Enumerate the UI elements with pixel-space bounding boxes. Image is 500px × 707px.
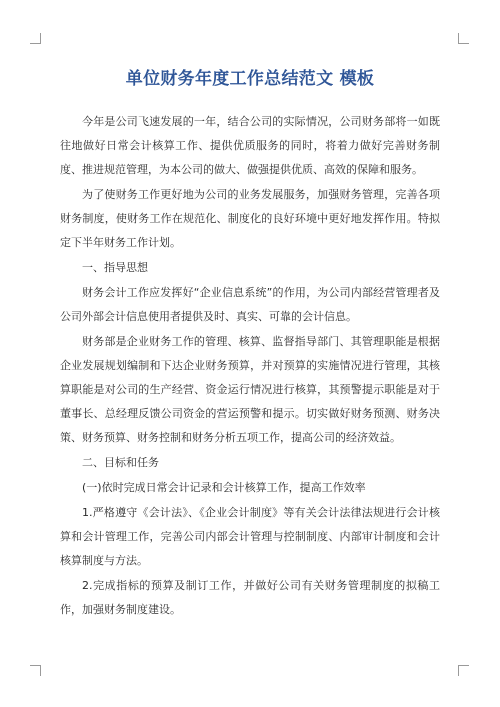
paragraph: 今年是公司飞速发展的一年，结合公司的实际情况，公司财务部将一如既往地做好日常会计核算工作、提供优质服务的同时，将着力做好完善财务制度、推进规范管理，为本公司的做大、做强提供优质、高效的保障和服务。 — [60, 115, 440, 176]
paragraph: 财务会计工作应发挥好“企业信息系统”的作用，为公司内部经营管理者及公司外部会计信息使用者提供及时、真实、可靠的会计信息。 — [60, 286, 440, 323]
crop-mark-top-left — [30, 33, 41, 44]
subsection-heading: (一)依时完成日常会计记录和会计核算工作，提高工作效率 — [82, 481, 366, 494]
paragraph: 1.严格遵守《会计法》、《企业会计制度》等有关会计法律法规进行会计核算和会计管理工作，完善公司内部会计管理与控制制度、内部审计制度和会计核算制度与方法。 — [60, 506, 440, 567]
crop-mark-top-right — [458, 33, 469, 44]
document-title: 单位财务年度工作总结范文 模板 — [125, 69, 375, 89]
crop-mark-bottom-right — [458, 665, 469, 676]
section-heading: 二、目标和任务 — [82, 456, 159, 469]
paragraph: 为了使财务工作更好地为公司的业务发展服务，加强财务管理，完善各项财务制度，使财务工作在规范化、制度化的良好环境中更好地发挥作用。特拟定下半年财务工作计划。 — [60, 188, 440, 249]
section-heading: 一、指导思想 — [82, 261, 148, 274]
paragraph: 财务部是企业财务工作的管理、核算、监督指导部门、其管理职能是根据企业发展规划编制和下达企业财务预算，并对预算的实施情况进行管理，其核算职能是对公司的生产经营、资金运行情况进行核算，其预警提示职能是对于董事长、总经理反馈公司资金的营运预警和提示。切实做好财务预测、财务决策、财务预算、财务控制和财务分析五项工作，提高公司的经济效益。 — [60, 335, 440, 444]
paragraph: 2.完成指标的预算及制订工作，并做好公司有关财务管理制度的拟稿工作，加强财务制度建设。 — [60, 579, 440, 616]
document-body — [60, 110, 440, 623]
crop-mark-bottom-left — [30, 665, 41, 676]
